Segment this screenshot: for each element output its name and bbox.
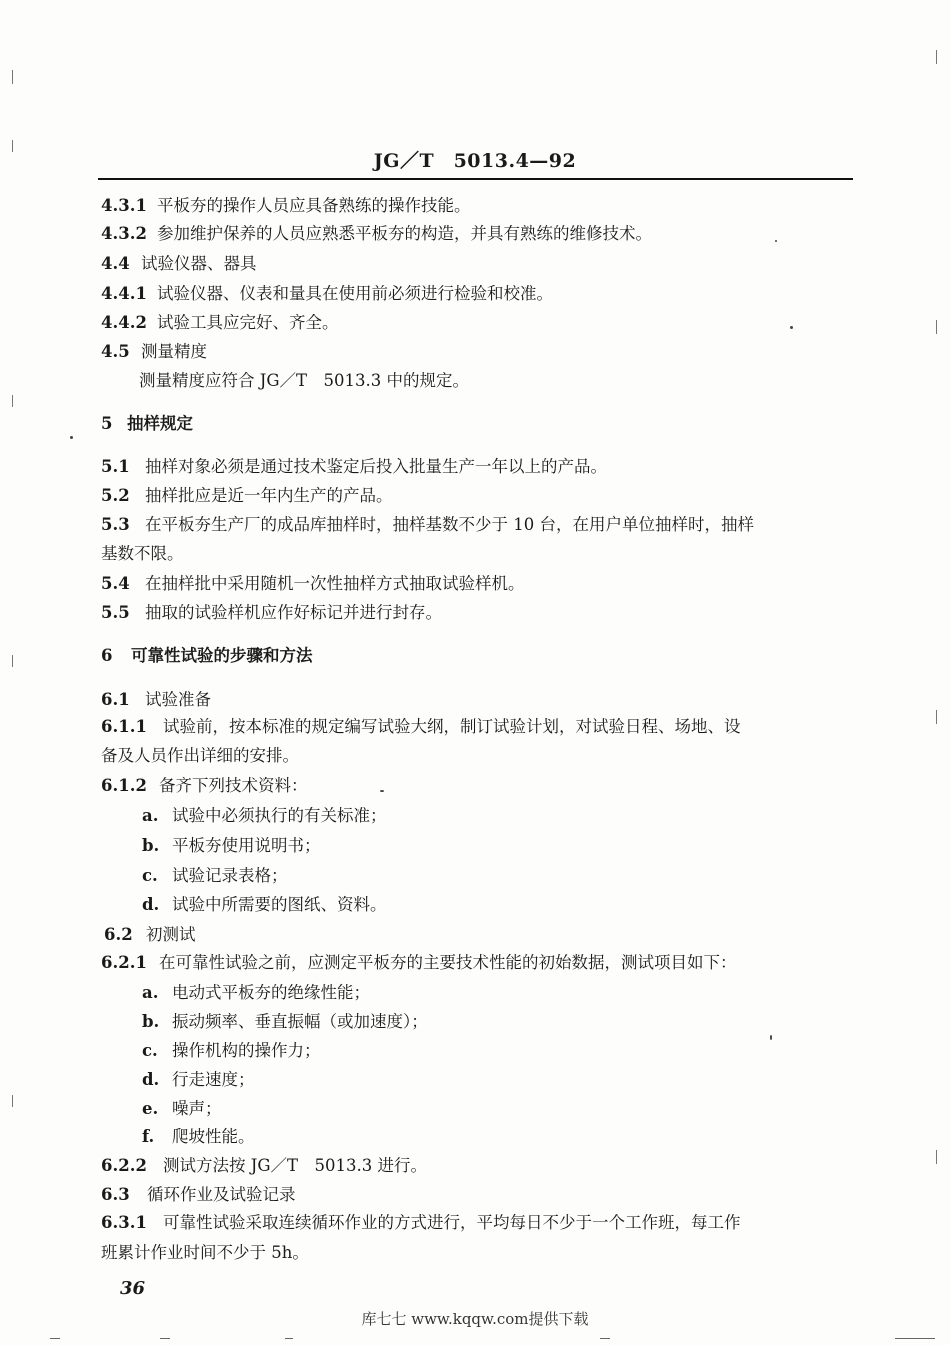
clause-number: 6.2.2 — [101, 1156, 147, 1175]
scan-edge-mark — [12, 70, 13, 84]
list-item — [142, 1070, 255, 1090]
scan-edge-mark — [12, 1095, 13, 1107]
clause-6-3 — [101, 1185, 296, 1205]
clause-text: 初测试 — [146, 925, 196, 944]
list-item-text: 行走速度； — [172, 1070, 255, 1089]
page-number: 36 — [120, 1278, 146, 1299]
section-6-heading — [101, 646, 313, 666]
clause-text: 测试方法按 JG／T 5013.3 进行。 — [163, 1156, 428, 1175]
section-number: 6 — [101, 646, 113, 665]
clause-number: 4.3.2 — [101, 224, 147, 243]
list-item-label: e. — [142, 1099, 159, 1118]
list-item-label: b. — [142, 1012, 160, 1031]
clause-text: 在平板夯生产厂的成品库抽样时，抽样基数不少于 10 台，在用户单位抽样时，抽样 — [145, 515, 754, 534]
list-item-text: 平板夯使用说明书； — [172, 836, 321, 855]
clause-text: 抽样对象必须是通过技术鉴定后投入批量生产一年以上的产品。 — [145, 457, 607, 476]
clause-text: 备齐下列技术资料： — [159, 776, 308, 795]
section-5-heading — [101, 414, 193, 434]
list-item-label: f. — [142, 1127, 155, 1146]
clause-6-3-1-continuation — [101, 1243, 309, 1263]
clause-6-2-1 — [101, 953, 737, 973]
list-item — [142, 866, 288, 886]
header-rule — [98, 178, 853, 180]
clause-text: 参加维护保养的人员应熟悉平板夯的构造，并具有熟练的维修技术。 — [157, 224, 652, 243]
scan-speck — [380, 790, 384, 792]
clause-text: 测量精度 — [141, 342, 207, 361]
clause-5-4 — [101, 574, 525, 594]
clause-5-2 — [101, 486, 393, 506]
clause-5-1 — [101, 457, 607, 477]
list-item — [142, 983, 370, 1003]
scan-speck — [770, 1035, 772, 1040]
clause-number: 5.5 — [101, 603, 130, 622]
clause-number: 4.4.1 — [101, 284, 147, 303]
clause-text: 试验前，按本标准的规定编写试验大纲，制订试验计划，对试验日程、场地、设 — [163, 717, 741, 736]
scan-edge-mark — [285, 1338, 293, 1339]
list-item-text: 试验记录表格； — [172, 866, 288, 885]
list-item — [142, 806, 387, 826]
list-item-label: a. — [142, 983, 159, 1002]
clause-4-3-2 — [101, 224, 652, 244]
list-item-text: 试验中所需要的图纸、资料。 — [172, 895, 387, 914]
clause-6-2-2 — [101, 1156, 427, 1176]
scan-speck — [70, 436, 73, 439]
clause-text: 循环作业及试验记录 — [147, 1185, 296, 1204]
clause-6-2 — [104, 925, 196, 945]
clause-6-1-2 — [101, 776, 308, 796]
clause-text: 试验准备 — [145, 690, 211, 709]
scan-edge-mark — [12, 655, 13, 667]
list-item — [142, 1099, 222, 1119]
scan-edge-mark — [600, 1338, 610, 1339]
clause-number: 6.3.1 — [101, 1213, 147, 1232]
clause-4-4 — [101, 254, 257, 274]
scan-edge-mark — [936, 50, 937, 64]
clause-number: 6.3 — [101, 1185, 130, 1204]
clause-number: 6.2.1 — [101, 953, 147, 972]
clause-number: 6.2 — [104, 925, 133, 944]
list-item-text: 噪声； — [172, 1099, 222, 1118]
clause-number: 5.2 — [101, 486, 130, 505]
list-item-text: 操作机构的操作力； — [172, 1041, 321, 1060]
clause-6-1-1 — [101, 717, 741, 737]
clause-number: 4.5 — [101, 342, 130, 361]
clause-number: 5.3 — [101, 515, 130, 534]
clause-text: 平板夯的操作人员应具备熟练的操作技能。 — [157, 196, 471, 215]
list-item-text: 电动式平板夯的绝缘性能； — [172, 983, 370, 1002]
scan-edge-mark — [895, 1338, 935, 1339]
clause-number: 5.4 — [101, 574, 130, 593]
list-item-label: c. — [142, 866, 158, 885]
list-item-text: 试验中必须执行的有关标准； — [172, 806, 387, 825]
clause-5-3 — [101, 515, 754, 535]
clause-text: 试验仪器、仪表和量具在使用前必须进行检验和校准。 — [157, 284, 553, 303]
clause-text: 可靠性试验采取连续循环作业的方式进行，平均每日不少于一个工作班，每工作 — [163, 1213, 741, 1232]
clause-text: 抽样批应是近一年内生产的产品。 — [145, 486, 393, 505]
clause-text: 备及人员作出详细的安排。 — [101, 746, 299, 765]
clause-5-5 — [101, 603, 442, 623]
scan-edge-mark — [12, 140, 13, 152]
clause-text: 基数不限。 — [101, 544, 184, 563]
clause-text: 班累计作业时间不少于 5h。 — [101, 1243, 309, 1262]
clause-number: 6.1.1 — [101, 717, 147, 736]
section-title: 可靠性试验的步骤和方法 — [131, 646, 313, 665]
clause-5-3-continuation — [101, 544, 184, 564]
clause-text: 测量精度应符合 JG／T 5013.3 中的规定。 — [139, 371, 470, 390]
scan-edge-mark — [50, 1338, 60, 1339]
scan-edge-mark — [936, 1150, 937, 1164]
clause-number: 6.1 — [101, 690, 130, 709]
scan-speck — [790, 326, 793, 329]
clause-number: 5.1 — [101, 457, 130, 476]
list-item-label: b. — [142, 836, 160, 855]
clause-4-4-2 — [101, 313, 339, 333]
clause-text: 在抽样批中采用随机一次性抽样方式抽取试验样机。 — [145, 574, 525, 593]
scan-edge-mark — [160, 1338, 170, 1339]
section-title: 抽样规定 — [127, 414, 193, 433]
clause-number: 4.3.1 — [101, 196, 147, 215]
clause-4-5 — [101, 342, 207, 362]
clause-4-4-1 — [101, 284, 553, 304]
scan-edge-mark — [936, 320, 937, 334]
clause-text: 在可靠性试验之前，应测定平板夯的主要技术性能的初始数据，测试项目如下： — [159, 953, 737, 972]
scan-edge-mark — [936, 710, 937, 724]
clause-number: 4.4.2 — [101, 313, 147, 332]
clause-text: 试验仪器、器具 — [141, 254, 257, 273]
list-item-text: 爬坡性能。 — [172, 1127, 255, 1146]
list-item — [142, 836, 321, 856]
clause-number: 4.4 — [101, 254, 130, 273]
list-item-label: d. — [142, 1070, 160, 1089]
clause-text: 抽取的试验样机应作好标记并进行封存。 — [145, 603, 442, 622]
standard-code-header: JG／T 5013.4—92 — [373, 150, 577, 172]
list-item-label: a. — [142, 806, 159, 825]
list-item — [142, 1041, 321, 1061]
clause-6-1 — [101, 690, 211, 710]
clause-6-1-1-continuation — [101, 746, 299, 766]
clause-4-3-1 — [101, 196, 471, 216]
scan-speck — [775, 240, 777, 242]
list-item-label: d. — [142, 895, 160, 914]
clause-6-3-1 — [101, 1213, 741, 1233]
list-item — [142, 1012, 428, 1032]
scan-edge-mark — [12, 395, 13, 407]
footer-watermark: 库七七 www.kqqw.com提供下载 — [361, 1310, 589, 1328]
clause-number: 6.1.2 — [101, 776, 147, 795]
list-item — [142, 895, 387, 915]
list-item-label: c. — [142, 1041, 158, 1060]
section-number: 5 — [101, 414, 113, 433]
clause-text: 试验工具应完好、齐全。 — [157, 313, 339, 332]
list-item-text: 振动频率、垂直振幅（或加速度）； — [172, 1012, 428, 1031]
list-item — [142, 1127, 255, 1147]
clause-4-5-body — [139, 371, 469, 391]
